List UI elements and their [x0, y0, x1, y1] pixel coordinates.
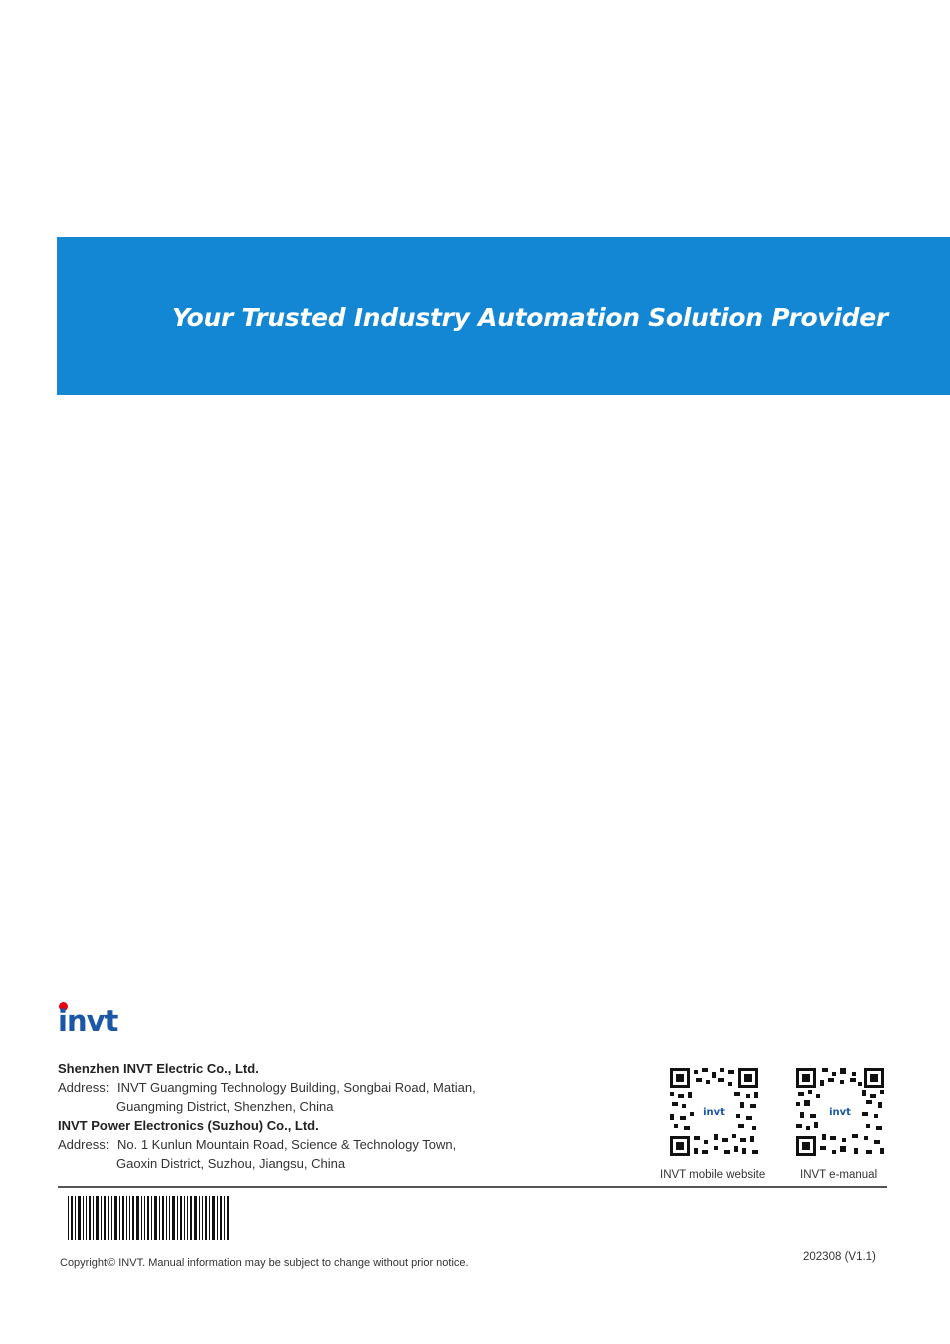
company-name-shenzhen: Shenzhen INVT Electric Co., Ltd.	[58, 1061, 259, 1076]
document-version: 202308 (V1.1)	[803, 1251, 876, 1263]
qr-code-e-manual[interactable]	[796, 1068, 884, 1156]
address-label: Address:	[58, 1137, 110, 1152]
company-name-suzhou: INVT Power Electronics (Suzhou) Co., Ltd.	[58, 1118, 319, 1133]
address-line: Gaoxin District, Suzhou, Jiangsu, China	[116, 1156, 346, 1171]
qr-code-mobile-website[interactable]	[670, 1068, 758, 1156]
address-line: INVT Guangming Technology Building, Songbai Road, Matian,	[117, 1080, 476, 1095]
qr-caption-mobile-website: INVT mobile website	[660, 1169, 766, 1181]
qr-caption-e-manual: INVT e-manual	[800, 1169, 878, 1181]
footer-divider	[58, 1186, 887, 1188]
logo-wordmark: invt	[58, 1004, 118, 1038]
copyright-notice: Copyright© INVT. Manual information may be subject to change without prior notice.	[60, 1257, 469, 1269]
address-line: Guangming District, Shenzhen, China	[116, 1099, 334, 1114]
invt-logo	[58, 1000, 140, 1036]
qr-center-label: invt	[829, 1107, 851, 1118]
address-line: No. 1 Kunlun Mountain Road, Science & Technology Town,	[117, 1137, 457, 1152]
qr-center-label: invt	[703, 1107, 725, 1118]
slogan-text: Your Trusted Industry Automation Solution Provider	[172, 303, 888, 332]
slogan-banner	[57, 237, 950, 395]
address-label: Address:	[58, 1080, 110, 1095]
barcode-icon	[68, 1196, 230, 1240]
